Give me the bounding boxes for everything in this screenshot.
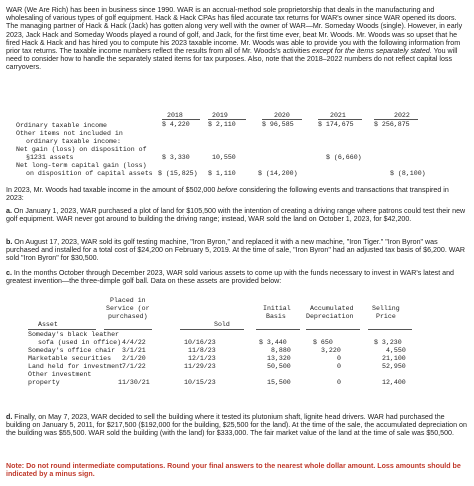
row-1231-label1: Net gain (loss) on disposition of — [16, 146, 147, 153]
history-table — [12, 112, 472, 182]
row4-asset: Land held for investment — [28, 363, 123, 370]
row-ordinary-label: Ordinary taxable income — [16, 122, 108, 129]
row4-placed: 7/1/22 — [122, 363, 146, 370]
item-c — [6, 269, 468, 285]
row2-price: 4,550 — [386, 347, 406, 354]
row-ltcg-label1: Net long-term capital gain (loss) — [16, 162, 147, 169]
row1-asset-1: Someday's black leather — [28, 331, 120, 338]
s1231-2021: $ (6,660) — [326, 154, 362, 161]
header-price-1: Selling — [372, 305, 400, 312]
row5-basis: 15,500 — [267, 379, 291, 386]
ordinary-2019: $ 2,110 — [208, 121, 236, 128]
row2-basis: 8,880 — [271, 347, 291, 354]
item-a-text: On January 1, 2023, WAR purchased a plot of land for $105,500 with the intention of creating a driving range where patrons could test their new golf equipment. WAR never got around to building the driving range; instead, WAR sold the land on October 1, 2023, for $42,200. — [6, 207, 466, 224]
header-placed-2: Service (or — [106, 305, 150, 312]
row3-asset: Marketable securities — [28, 355, 112, 362]
row4-basis: 50,500 — [267, 363, 291, 370]
row3-sold: 12/1/23 — [188, 355, 216, 362]
header-placed-1: Placed in — [110, 297, 146, 304]
year-2020: 2020 — [274, 112, 290, 119]
header-dep-1: Accumulated — [310, 305, 354, 312]
header-asset: Asset — [38, 321, 58, 328]
year-2022: 2022 — [394, 112, 410, 119]
ordinary-2022: $ 256,875 — [374, 121, 410, 128]
header-placed-3: purchased) — [108, 313, 148, 320]
row5-asset-1: Other investment — [28, 371, 92, 378]
item-d — [6, 413, 468, 438]
item-a — [6, 207, 468, 223]
row2-asset: Someday's office chair — [28, 347, 116, 354]
row-other-label1: Other items not included in — [16, 130, 123, 137]
intro-text: WAR (We Are Rich) has been in business since 1990. WAR is an accrual-method sole proprietorship that deals in the manufacturing and wholesaling of various types of golf equipment. Hack & Hack CPAs has filed accurate tax returns for WAR's owner since WAR opened its doors. The managing partner of Hack & Hack (Jack) has gotten along very well with the owner of WAR—Mr. Someday Woods (single). However, in early 2023, Jack Hack and Someday Woods played a round of golf, and Jack, for the first time ever, beat Mr. Woods. Mr. Woods was so upset that he fired Hack & Hack and has hired you to compute his 2023 taxable income. Mr. Woods was able to provide you with the following information from prior tax returns. The taxable income numbers reflect the results from all of Mr. Woods's activities — [6, 6, 463, 56]
ltcg-2020: $ (14,200) — [258, 170, 298, 177]
intro-italic-text: except for the items separately stated. — [311, 47, 432, 56]
row5-asset-2: property — [28, 379, 60, 386]
row4-price: 52,950 — [382, 363, 406, 370]
ltcg-2019: $ 1,110 — [208, 170, 236, 177]
row-1231-label2: §1231 assets — [26, 154, 74, 161]
s1231-2019: 10,550 — [212, 154, 236, 161]
ltcg-2022: $ (8,100) — [390, 170, 426, 177]
row4-sold: 11/29/23 — [184, 363, 216, 370]
row1-dep: $ 650 — [313, 339, 333, 346]
row1-price: $ 3,230 — [374, 339, 402, 346]
transition-end-text: considering the following events and transactions that transpired in 2023: — [6, 186, 449, 203]
row3-dep: 0 — [337, 355, 341, 362]
item-b — [6, 238, 468, 263]
transition-paragraph — [6, 186, 468, 202]
row2-sold: 11/8/23 — [188, 347, 216, 354]
row5-price: 12,400 — [382, 379, 406, 386]
year-2019: 2019 — [212, 112, 228, 119]
item-c-label: c. — [6, 269, 12, 277]
row1-asset-2: sofa (used in office) — [38, 339, 122, 346]
item-a-label: a. — [6, 207, 12, 215]
item-d-text: Finally, on May 7, 2023, WAR decided to sell the building where it tested its plutonium shaft, lignite head drivers. WAR had purchased the building on January 5, 2011, for $217,500 ($192,000 for the building, $25,500 for the land). At the time of the sale, the accumulated depreciation on the building was $55,500. WAR sold the building (with the land) for $333,000. The fair market value of the land at the time of sale was $50,500. — [6, 413, 467, 438]
row1-basis: $ 3,440 — [259, 339, 287, 346]
row1-placed: 4/4/22 — [122, 339, 146, 346]
row4-dep: 0 — [337, 363, 341, 370]
row5-sold: 10/15/23 — [184, 379, 216, 386]
row5-placed: 11/30/21 — [118, 379, 150, 386]
note: Note: Do not round intermediate computations. Round your final answers to the nearest whole dollar amount. Loss amounts should be indicated by a minus sign. — [6, 462, 461, 479]
item-d-label: d. — [6, 413, 13, 421]
item-c-text: In the months October through December 2023, WAR sold various assets to come up with the funds necessary to invest in WAR's latest and greatest invention—the three-dimple golf ball. Data on these assets are provided below: — [6, 269, 454, 286]
row3-basis: 13,320 — [267, 355, 291, 362]
intro-paragraph — [6, 6, 468, 72]
s1231-2018: $ 3,330 — [162, 154, 190, 161]
header-price-2: Price — [376, 313, 396, 320]
row2-dep: 3,220 — [321, 347, 341, 354]
transition-italic: before — [217, 186, 238, 194]
row2-placed: 3/1/21 — [122, 347, 146, 354]
ltcg-2018: $ (15,825) — [158, 170, 198, 177]
asset-table — [28, 292, 468, 412]
row-ltcg-label2: on disposition of capital assets — [26, 170, 153, 177]
row3-placed: 2/1/20 — [122, 355, 146, 362]
year-2018: 2018 — [167, 112, 183, 119]
item-b-label: b. — [6, 238, 13, 246]
ordinary-2020: $ 96,585 — [262, 121, 294, 128]
row1-sold: 10/16/23 — [184, 339, 216, 346]
header-basis-1: Initial — [263, 305, 291, 312]
ordinary-2021: $ 174,675 — [318, 121, 354, 128]
row5-dep: 0 — [337, 379, 341, 386]
header-basis-2: Basis — [266, 313, 286, 320]
intro-end-text: You will need to consider how to handle the separately stated items for tax purposes. Also, note that the 2018–2022 numbers do not reflect capital loss carryovers. — [6, 47, 458, 72]
header-dep-2: Depreciation — [306, 313, 354, 320]
year-2021: 2021 — [330, 112, 346, 119]
row-other-label2: ordinary taxable income: — [26, 138, 121, 145]
transition-text: In 2023, Mr. Woods had taxable income in the amount of $502,000 — [6, 186, 216, 194]
item-b-text: On August 17, 2023, WAR sold its golf testing machine, "Iron Byron," and replaced it with a new machine, "Iron Tiger." "Iron Byron" was purchased and installed for a total cost of $24,200 on February 5, 2019. At the time of sale, "Iron Byron" had an adjusted tax basis of $6,200. WAR sold "Iron Byron" for $30,500. — [6, 238, 466, 263]
header-sold: Sold — [214, 321, 230, 328]
row3-price: 21,100 — [382, 355, 406, 362]
ordinary-2018: $ 4,220 — [162, 121, 190, 128]
